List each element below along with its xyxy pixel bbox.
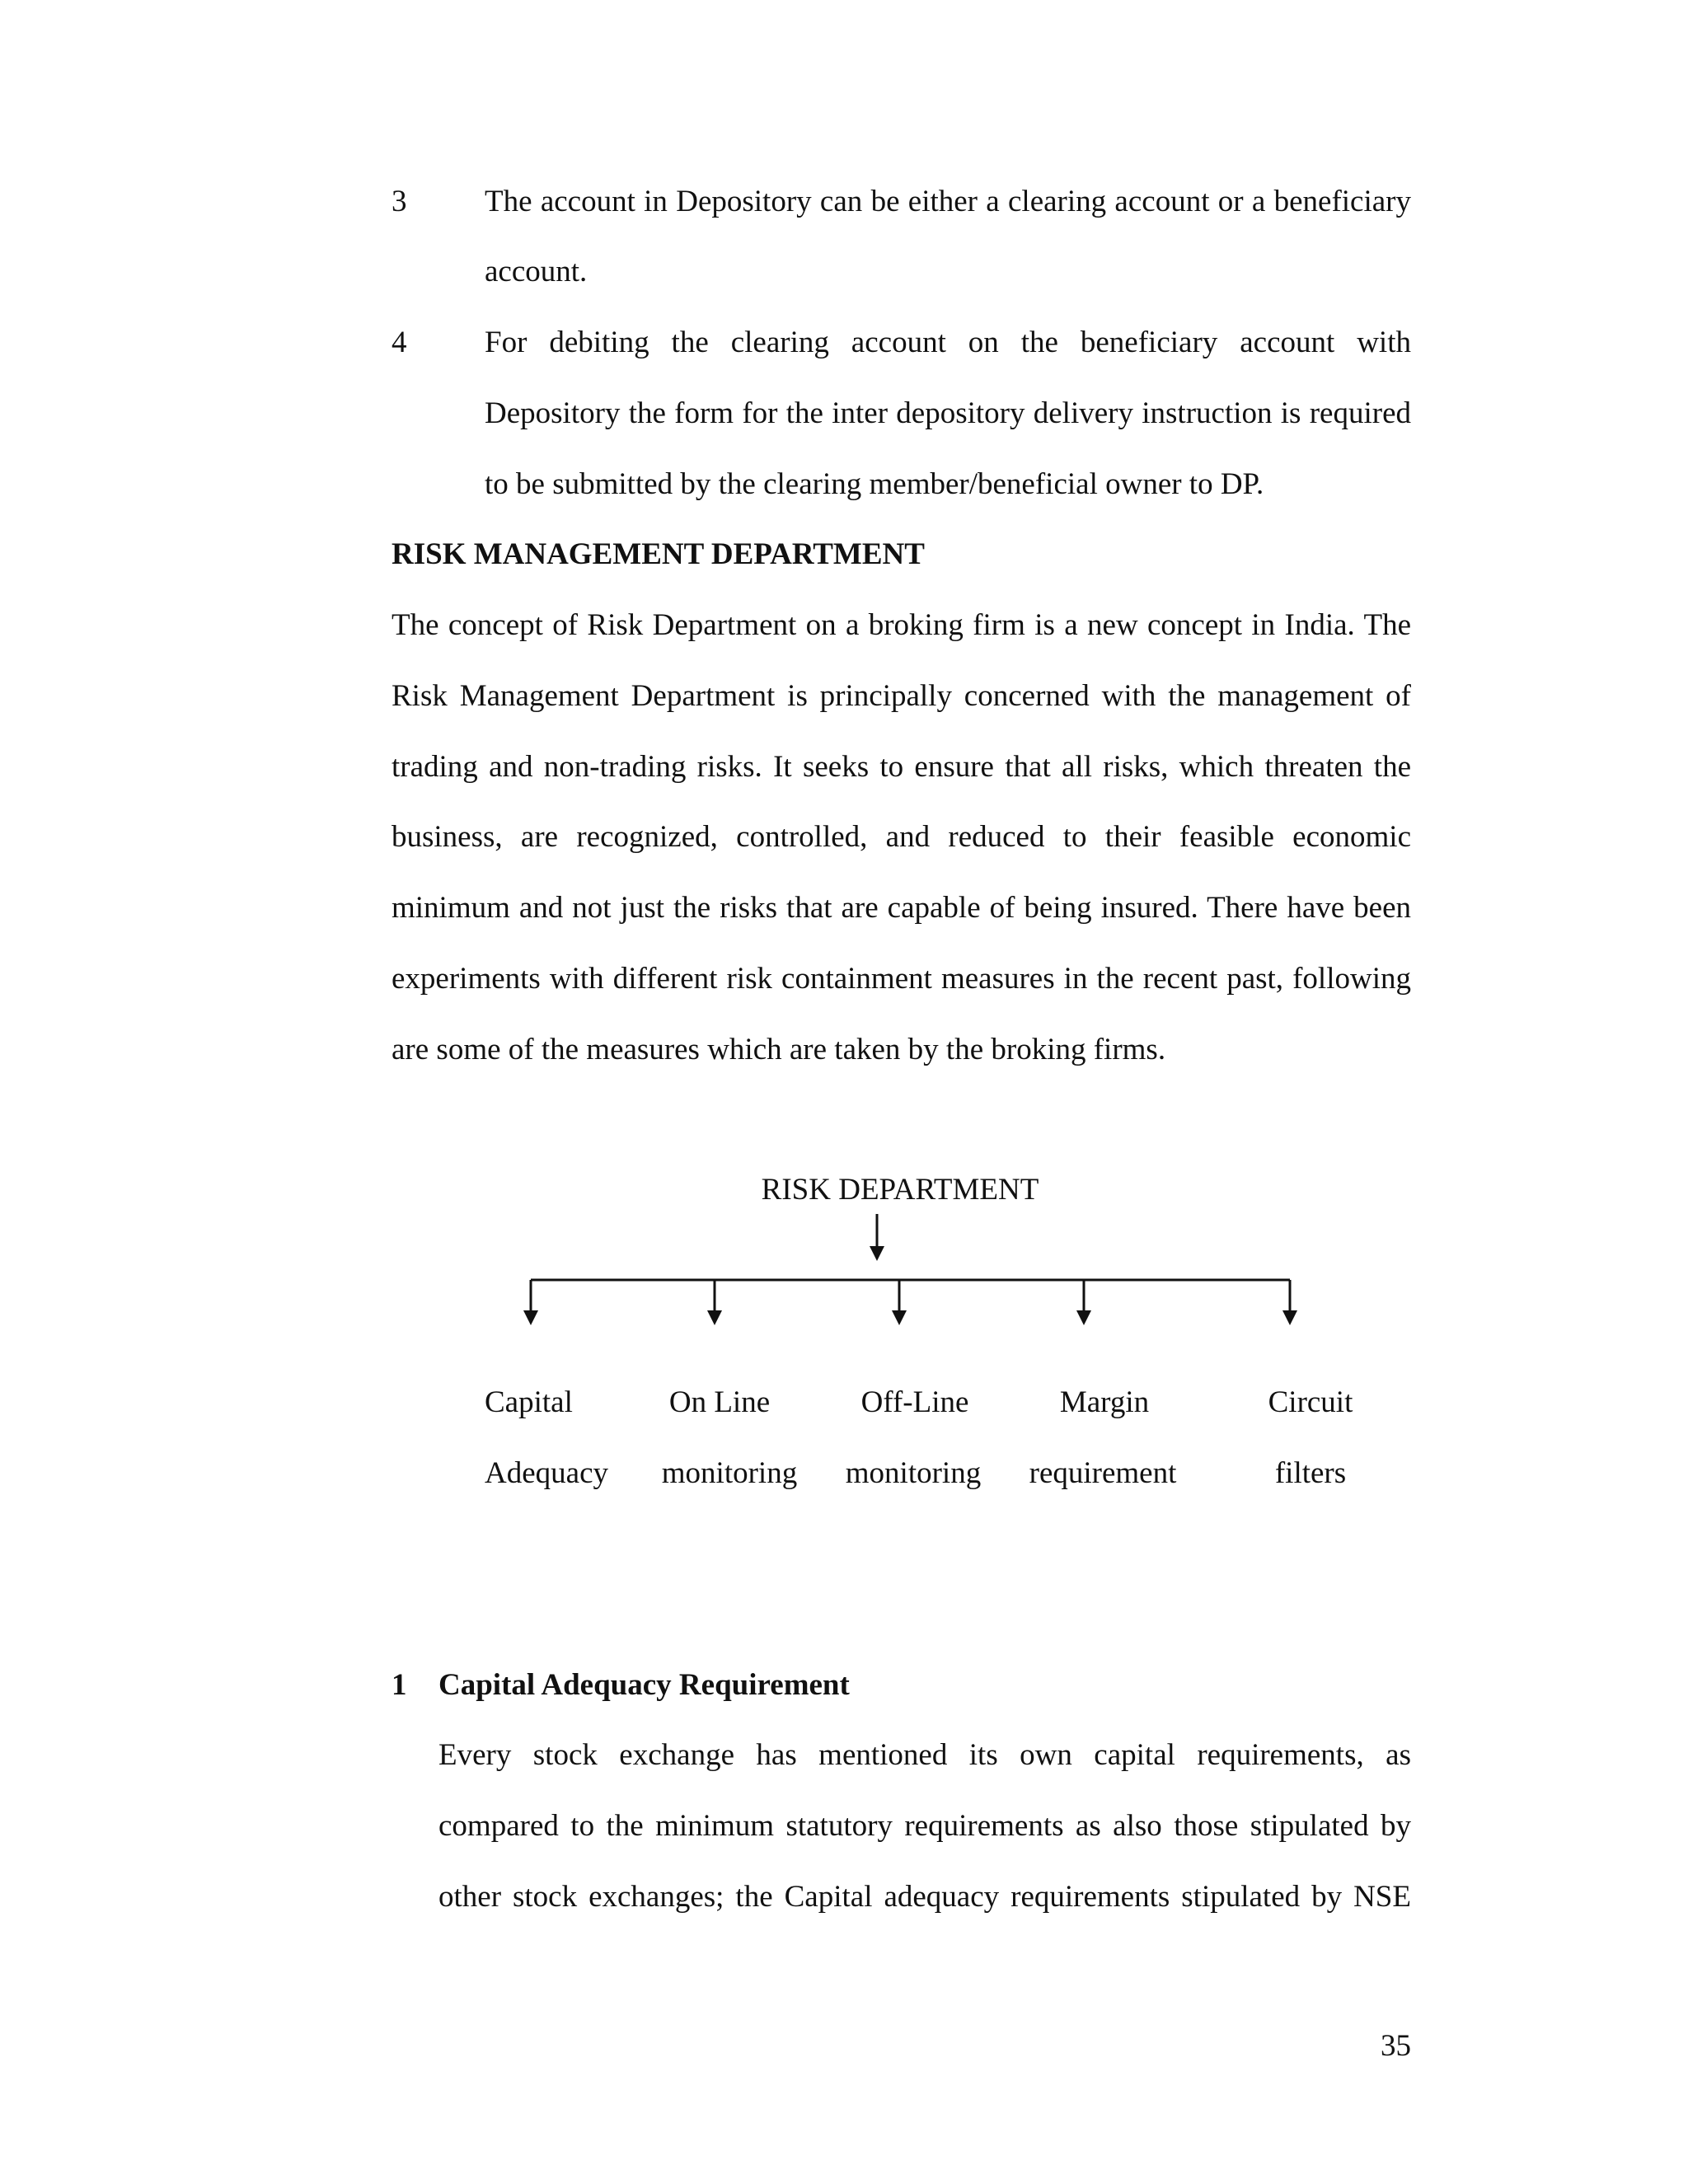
arrowhead-capital xyxy=(523,1310,538,1325)
paragraph-line: Risk Management Department is principally concerned with the management of xyxy=(392,679,1411,713)
list-item-line: For debiting the clearing account on the beneficiary account with xyxy=(485,326,1411,359)
child-label-capital-1: Capital xyxy=(485,1385,573,1419)
child-label-circuit-1: Circuit xyxy=(1268,1385,1353,1419)
subsection-line: Every stock exchange has mentioned its own capital requirements, as xyxy=(438,1738,1411,1772)
arrowhead-margin xyxy=(1076,1310,1091,1325)
list-item-line: to be submitted by the clearing member/beneficial owner to DP. xyxy=(485,467,1264,501)
list-number: 4 xyxy=(392,326,407,359)
child-label-circuit-2: filters xyxy=(1274,1456,1347,1490)
subsection-number: 1 xyxy=(392,1668,407,1702)
subsection-line: compared to the minimum statutory requirements as also those stipulated by xyxy=(438,1809,1411,1843)
child-label-online-2: monitoring xyxy=(661,1456,798,1490)
list-item-line: Depository the form for the inter depository delivery instruction is required xyxy=(485,396,1411,430)
list-item-line: The account in Depository can be either a clearing account or a beneficiary xyxy=(485,185,1411,218)
child-label-margin-1: Margin xyxy=(1059,1385,1150,1419)
paragraph-line: experiments with different risk containment measures in the recent past, following xyxy=(392,962,1411,996)
diagram-root-label: RISK DEPARTMENT xyxy=(761,1173,1039,1207)
root-arrowhead xyxy=(870,1246,884,1261)
paragraph-line: business, are recognized, controlled, and reduced to their feasible economic xyxy=(392,820,1411,854)
paragraph-line: minimum and not just the risks that are capable of being insured. There have been xyxy=(392,891,1411,925)
child-label-capital-2: Adequacy xyxy=(485,1456,608,1490)
child-label-margin-2: requirement xyxy=(1029,1456,1177,1490)
subsection-title: Capital Adequacy Requirement xyxy=(438,1668,850,1702)
child-label-offline-1: Off-Line xyxy=(860,1385,969,1419)
paragraph-line: The concept of Risk Department on a broking firm is a new concept in India. The xyxy=(392,608,1411,642)
paragraph-line: trading and non-trading risks. It seeks to ensure that all risks, which threaten the xyxy=(392,750,1411,784)
list-number: 3 xyxy=(392,185,407,218)
arrowhead-online xyxy=(707,1310,722,1325)
child-label-online-1: On Line xyxy=(668,1385,771,1419)
arrowhead-circuit xyxy=(1282,1310,1297,1325)
list-item-line: account. xyxy=(485,255,588,288)
subsection-line: other stock exchanges; the Capital adequacy requirements stipulated by NSE xyxy=(438,1880,1411,1914)
section-heading: RISK MANAGEMENT DEPARTMENT xyxy=(392,537,925,571)
page-number: 35 xyxy=(1381,2029,1411,2063)
paragraph-line: are some of the measures which are taken by the broking firms. xyxy=(392,1033,1166,1066)
child-label-offline-2: monitoring xyxy=(845,1456,982,1490)
arrowhead-offline xyxy=(892,1310,907,1325)
